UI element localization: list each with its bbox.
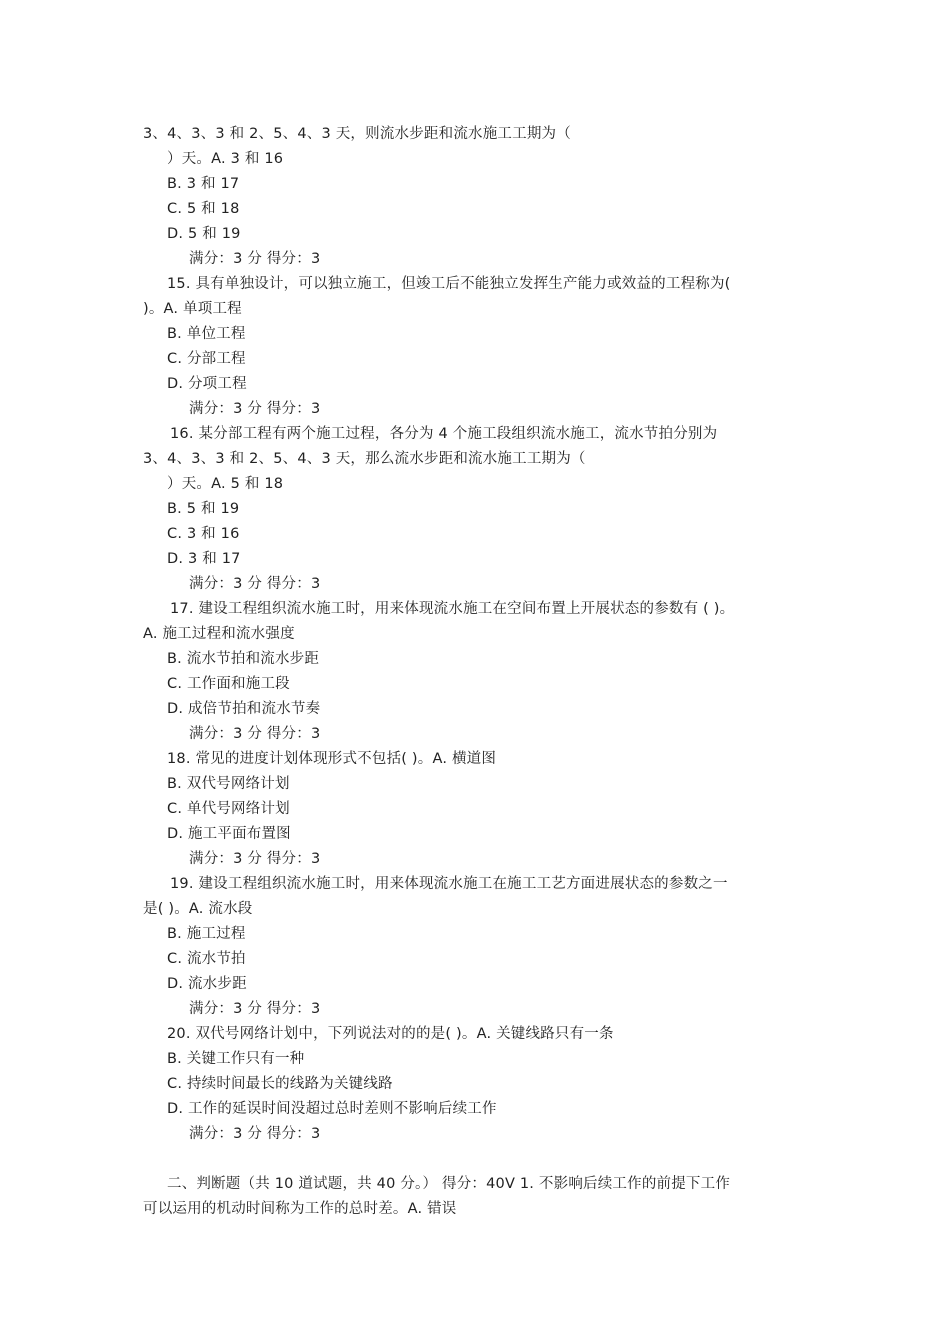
text-line: C. 分部工程 <box>167 351 246 367</box>
section-heading: 二、判断题（共 10 道试题，共 40 分。） 得分：40V 1. 不影响后续工作的前提下工作 <box>167 1176 731 1192</box>
text-line: C. 流水节拍 <box>167 951 246 967</box>
text-line: C. 3 和 16 <box>167 526 240 542</box>
text-line: D. 流水步距 <box>167 976 247 992</box>
text-line: A. 施工过程和流水强度 <box>143 626 295 642</box>
text-line: D. 施工平面布置图 <box>167 826 291 842</box>
text-line: 是( )。A. 流水段 <box>143 901 253 917</box>
text-line: B. 流水节拍和流水步距 <box>167 651 320 667</box>
text-line: 满分：3 分 得分：3 <box>189 726 321 742</box>
text-line: B. 施工过程 <box>167 926 246 942</box>
text-line: 满分：3 分 得分：3 <box>189 1126 321 1142</box>
text-line: 18. 常见的进度计划体现形式不包括( )。A. 横道图 <box>167 751 497 767</box>
text-line: 满分：3 分 得分：3 <box>189 401 321 417</box>
text-line: D. 成倍节拍和流水节奏 <box>167 701 321 717</box>
text-line: 19. 建设工程组织流水施工时，用来体现流水施工在施工工艺方面进展状态的参数之一 <box>170 876 728 892</box>
text-line: 20. 双代号网络计划中，下列说法对的的是( )。A. 关键线路只有一条 <box>167 1026 614 1042</box>
text-line: 满分：3 分 得分：3 <box>189 851 321 867</box>
text-line: 满分：3 分 得分：3 <box>189 251 321 267</box>
text-line: D. 3 和 17 <box>167 551 241 567</box>
text-line: C. 单代号网络计划 <box>167 801 290 817</box>
text-line: C. 工作面和施工段 <box>167 676 290 692</box>
text-line: B. 双代号网络计划 <box>167 776 290 792</box>
text-line: 满分：3 分 得分：3 <box>189 576 321 592</box>
text-line: 3、4、3、3 和 2、5、4、3 天，则流水步距和流水施工工期为（ <box>143 126 571 142</box>
text-line: C. 5 和 18 <box>167 201 240 217</box>
text-line: D. 工作的延误时间没超过总时差则不影响后续工作 <box>167 1101 497 1117</box>
text-line: D. 分项工程 <box>167 376 247 392</box>
text-line: 15. 具有单独设计，可以独立施工，但竣工后不能独立发挥生产能力或效益的工程称为( <box>167 276 731 292</box>
text-line: )。A. 单项工程 <box>143 301 242 317</box>
text-line: B. 5 和 19 <box>167 501 240 517</box>
text-line: C. 持续时间最长的线路为关键线路 <box>167 1076 393 1092</box>
text-line: 16. 某分部工程有两个施工过程，各分为 4 个施工段组织流水施工，流水节拍分别为 <box>170 426 718 442</box>
text-line: B. 单位工程 <box>167 326 246 342</box>
text-line: 3、4、3、3 和 2、5、4、3 天，那么流水步距和流水施工工期为（ <box>143 451 586 467</box>
text-line: 17. 建设工程组织流水施工时，用来体现流水施工在空间布置上开展状态的参数有 ( )。 <box>170 601 735 617</box>
text-line: ）天。A. 3 和 16 <box>167 151 284 167</box>
text-line: 满分：3 分 得分：3 <box>189 1001 321 1017</box>
text-line: B. 关键工作只有一种 <box>167 1051 305 1067</box>
text-line: ）天。A. 5 和 18 <box>167 476 284 492</box>
text-line: D. 5 和 19 <box>167 226 241 242</box>
text-line: B. 3 和 17 <box>167 176 240 192</box>
text-line: 可以运用的机动时间称为工作的总时差。A. 错误 <box>143 1201 457 1217</box>
